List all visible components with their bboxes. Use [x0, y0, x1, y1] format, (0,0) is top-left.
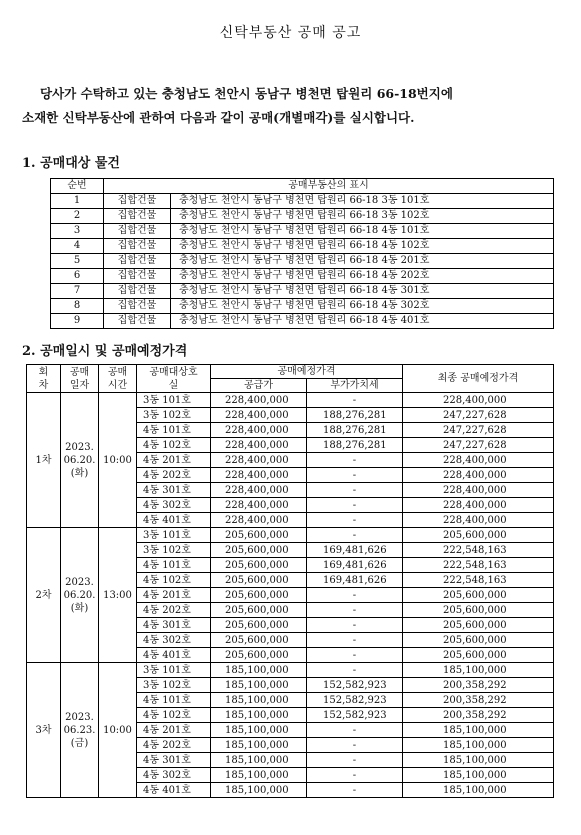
- unit-cell: 4동 101호: [137, 558, 211, 573]
- round-cell: 3차: [27, 663, 61, 798]
- row-address: 충청남도 천안시 동남구 병천면 탑원리 66-18 3동 101호: [171, 194, 554, 209]
- table-row: [51, 239, 554, 254]
- intro-paragraph: [22, 82, 567, 130]
- final-price-cell: 185,100,000: [403, 723, 554, 738]
- intro-line-2: 소재한 신탁부동산에 관하여 다음과 같이 공매(개별매각)를 실시합니다.: [22, 110, 415, 125]
- table-row: [51, 269, 554, 284]
- cell-text-line: (화): [70, 467, 89, 479]
- final-price-cell: 185,100,000: [403, 783, 554, 798]
- unit-cell: 4동 101호: [137, 693, 211, 708]
- auction-schedule-body: [27, 393, 554, 798]
- row-no: 6: [51, 269, 104, 284]
- unit-cell: 4동 401호: [137, 513, 211, 528]
- unit-cell: 4동 302호: [137, 633, 211, 648]
- row-no: 4: [51, 239, 104, 254]
- property-list-body: [51, 194, 554, 329]
- vat-cell: -: [307, 783, 403, 798]
- supply-price-cell: 185,100,000: [211, 783, 307, 798]
- final-price-cell: 200,358,292: [403, 678, 554, 693]
- date-cell: [61, 528, 99, 663]
- cell-text-line: 시간: [107, 379, 128, 391]
- final-price-cell: 205,600,000: [403, 603, 554, 618]
- header-date: [61, 365, 99, 393]
- row-type: 집합건물: [104, 269, 171, 284]
- supply-price-cell: 185,100,000: [211, 723, 307, 738]
- supply-price-cell: 228,400,000: [211, 513, 307, 528]
- supply-price-cell: 228,400,000: [211, 453, 307, 468]
- row-no: 3: [51, 224, 104, 239]
- round-cell: 1차: [27, 393, 61, 528]
- cell-text-line: 공매: [69, 366, 90, 378]
- unit-cell: 4동 301호: [137, 753, 211, 768]
- header-unit: [137, 365, 211, 393]
- vat-cell: 169,481,626: [307, 573, 403, 588]
- final-price-cell: 205,600,000: [403, 633, 554, 648]
- cell-text-line: (금): [70, 737, 89, 749]
- vat-cell: -: [307, 588, 403, 603]
- unit-cell: 3동 101호: [137, 663, 211, 678]
- final-price-cell: 205,600,000: [403, 618, 554, 633]
- supply-price-cell: 228,400,000: [211, 423, 307, 438]
- supply-price-cell: 185,100,000: [211, 753, 307, 768]
- table-row: [51, 299, 554, 314]
- vat-cell: -: [307, 663, 403, 678]
- row-type: 집합건물: [104, 239, 171, 254]
- unit-cell: 4동 201호: [137, 588, 211, 603]
- unit-cell: 4동 401호: [137, 783, 211, 798]
- final-price-cell: 228,400,000: [403, 393, 554, 408]
- unit-cell: 4동 202호: [137, 603, 211, 618]
- final-price-cell: 222,548,163: [403, 543, 554, 558]
- vat-cell: -: [307, 528, 403, 543]
- table-header-row: [51, 179, 554, 194]
- row-address: 충청남도 천안시 동남구 병천면 탑원리 66-18 4동 102호: [171, 239, 554, 254]
- unit-cell: 3동 101호: [137, 528, 211, 543]
- row-no: 7: [51, 284, 104, 299]
- supply-price-cell: 205,600,000: [211, 603, 307, 618]
- table-row: [51, 224, 554, 239]
- vat-cell: -: [307, 723, 403, 738]
- table-header-row: [27, 365, 554, 379]
- final-price-cell: 247,227,628: [403, 438, 554, 453]
- property-list-table: [50, 178, 554, 329]
- final-price-cell: 185,100,000: [403, 663, 554, 678]
- vat-cell: -: [307, 768, 403, 783]
- row-address: 충청남도 천안시 동남구 병천면 탑원리 66-18 4동 202호: [171, 269, 554, 284]
- row-type: 집합건물: [104, 314, 171, 329]
- row-no: 9: [51, 314, 104, 329]
- vat-cell: 188,276,281: [307, 423, 403, 438]
- row-type: 집합건물: [104, 299, 171, 314]
- supply-price-cell: 205,600,000: [211, 633, 307, 648]
- row-address: 충청남도 천안시 동남구 병천면 탑원리 66-18 4동 201호: [171, 254, 554, 269]
- row-address: 충청남도 천안시 동남구 병천면 탑원리 66-18 4동 302호: [171, 299, 554, 314]
- supply-price-cell: 205,600,000: [211, 528, 307, 543]
- cell-text-line: 2023.: [65, 711, 94, 723]
- supply-price-cell: 228,400,000: [211, 408, 307, 423]
- vat-cell: -: [307, 498, 403, 513]
- cell-text-line: 공매대상호: [149, 366, 198, 378]
- row-type: 집합건물: [104, 209, 171, 224]
- final-price-cell: 185,100,000: [403, 738, 554, 753]
- vat-cell: 152,582,923: [307, 678, 403, 693]
- vat-cell: 188,276,281: [307, 408, 403, 423]
- table-row: [51, 209, 554, 224]
- unit-cell: 3동 102호: [137, 543, 211, 558]
- supply-price-cell: 205,600,000: [211, 648, 307, 663]
- table-row: [51, 254, 554, 269]
- vat-cell: -: [307, 633, 403, 648]
- final-price-cell: 228,400,000: [403, 468, 554, 483]
- row-type: 집합건물: [104, 224, 171, 239]
- header-round: [27, 365, 61, 393]
- unit-cell: 4동 102호: [137, 573, 211, 588]
- date-cell: [61, 663, 99, 798]
- row-no: 1: [51, 194, 104, 209]
- final-price-cell: 247,227,628: [403, 423, 554, 438]
- final-price-cell: 185,100,000: [403, 753, 554, 768]
- vat-cell: -: [307, 468, 403, 483]
- final-price-cell: 228,400,000: [403, 498, 554, 513]
- cell-text-line: 회: [38, 366, 49, 378]
- vat-cell: -: [307, 738, 403, 753]
- final-price-cell: 228,400,000: [403, 513, 554, 528]
- final-price-cell: 228,400,000: [403, 483, 554, 498]
- unit-cell: 4동 102호: [137, 438, 211, 453]
- row-address: 충청남도 천안시 동남구 병천면 탑원리 66-18 4동 301호: [171, 284, 554, 299]
- vat-cell: 152,582,923: [307, 708, 403, 723]
- supply-price-cell: 205,600,000: [211, 588, 307, 603]
- supply-price-cell: 205,600,000: [211, 573, 307, 588]
- final-price-cell: 200,358,292: [403, 708, 554, 723]
- intro-line-1: 당사가 수탁하고 있는 충청남도 천안시 동남구 병천면 탑원리 66-18번지에: [40, 86, 453, 101]
- final-price-cell: 247,227,628: [403, 408, 554, 423]
- supply-price-cell: 205,600,000: [211, 543, 307, 558]
- vat-cell: -: [307, 618, 403, 633]
- unit-cell: 4동 302호: [137, 498, 211, 513]
- supply-price-cell: 205,600,000: [211, 618, 307, 633]
- cell-text-line: 06.23.: [63, 724, 96, 736]
- cell-text-line: 차: [38, 379, 49, 391]
- round-cell: 2차: [27, 528, 61, 663]
- unit-cell: 3동 102호: [137, 408, 211, 423]
- vat-cell: -: [307, 483, 403, 498]
- vat-cell: 152,582,923: [307, 693, 403, 708]
- final-price-cell: 205,600,000: [403, 648, 554, 663]
- supply-price-cell: 205,600,000: [211, 558, 307, 573]
- unit-cell: 3동 101호: [137, 393, 211, 408]
- row-type: 집합건물: [104, 194, 171, 209]
- vat-cell: 188,276,281: [307, 438, 403, 453]
- time-cell: 10:00: [99, 663, 137, 798]
- unit-cell: 4동 401호: [137, 648, 211, 663]
- table-row: [51, 284, 554, 299]
- final-price-cell: 228,400,000: [403, 453, 554, 468]
- unit-cell: 4동 201호: [137, 723, 211, 738]
- cell-text-line: 2023.: [65, 576, 94, 588]
- cell-text-line: 공매: [107, 366, 128, 378]
- row-type: 집합건물: [104, 254, 171, 269]
- row-type: 집합건물: [104, 284, 171, 299]
- supply-price-cell: 185,100,000: [211, 768, 307, 783]
- time-cell: 13:00: [99, 528, 137, 663]
- auction-schedule-table: [26, 364, 554, 798]
- final-price-cell: 222,548,163: [403, 558, 554, 573]
- cell-text-line: 일자: [69, 379, 90, 391]
- header-property: 공매부동산의 표시: [104, 179, 554, 194]
- final-price-cell: 205,600,000: [403, 528, 554, 543]
- date-cell: [61, 393, 99, 528]
- row-no: 2: [51, 209, 104, 224]
- supply-price-cell: 228,400,000: [211, 498, 307, 513]
- vat-cell: -: [307, 453, 403, 468]
- vat-cell: -: [307, 393, 403, 408]
- cell-text-line: 06.20.: [63, 454, 96, 466]
- unit-cell: 4동 202호: [137, 468, 211, 483]
- vat-cell: -: [307, 603, 403, 618]
- header-supply: 공급가: [211, 379, 307, 393]
- row-address: 충청남도 천안시 동남구 병천면 탑원리 66-18 3동 102호: [171, 209, 554, 224]
- vat-cell: -: [307, 648, 403, 663]
- cell-text-line: 실: [168, 379, 179, 391]
- supply-price-cell: 228,400,000: [211, 438, 307, 453]
- unit-cell: 4동 302호: [137, 768, 211, 783]
- table-row: [51, 314, 554, 329]
- supply-price-cell: 228,400,000: [211, 393, 307, 408]
- final-price-cell: 222,548,163: [403, 573, 554, 588]
- row-no: 8: [51, 299, 104, 314]
- final-price-cell: 200,358,292: [403, 693, 554, 708]
- supply-price-cell: 185,100,000: [211, 678, 307, 693]
- header-vat: 부가가치세: [307, 379, 403, 393]
- supply-price-cell: 185,100,000: [211, 693, 307, 708]
- header-price-group: 공매예정가격: [211, 365, 403, 379]
- unit-cell: 4동 202호: [137, 738, 211, 753]
- unit-cell: 4동 102호: [137, 708, 211, 723]
- vat-cell: -: [307, 513, 403, 528]
- row-no: 5: [51, 254, 104, 269]
- page-title: 신탁부동산 공매 공고: [219, 25, 362, 41]
- supply-price-cell: 185,100,000: [211, 663, 307, 678]
- header-final: 최종 공매예정가격: [403, 365, 554, 393]
- time-cell: 10:00: [99, 393, 137, 528]
- unit-cell: 4동 301호: [137, 483, 211, 498]
- supply-price-cell: 185,100,000: [211, 708, 307, 723]
- vat-cell: 169,481,626: [307, 543, 403, 558]
- unit-cell: 4동 101호: [137, 423, 211, 438]
- vat-cell: -: [307, 753, 403, 768]
- header-no: 순번: [51, 179, 104, 194]
- supply-price-cell: 228,400,000: [211, 468, 307, 483]
- table-row: [27, 663, 554, 678]
- section-2-heading: 2. 공매일시 및 공매예정가격: [22, 344, 188, 359]
- vat-cell: 169,481,626: [307, 558, 403, 573]
- table-row: [27, 393, 554, 408]
- row-address: 충청남도 천안시 동남구 병천면 탑원리 66-18 4동 401호: [171, 314, 554, 329]
- unit-cell: 4동 301호: [137, 618, 211, 633]
- row-address: 충청남도 천안시 동남구 병천면 탑원리 66-18 4동 101호: [171, 224, 554, 239]
- supply-price-cell: 185,100,000: [211, 738, 307, 753]
- final-price-cell: 185,100,000: [403, 768, 554, 783]
- header-time: [99, 365, 137, 393]
- supply-price-cell: 228,400,000: [211, 483, 307, 498]
- table-row: [27, 528, 554, 543]
- cell-text-line: 2023.: [65, 441, 94, 453]
- unit-cell: 4동 201호: [137, 453, 211, 468]
- section-1-heading: 1. 공매대상 물건: [22, 156, 120, 171]
- final-price-cell: 205,600,000: [403, 588, 554, 603]
- table-row: [51, 194, 554, 209]
- cell-text-line: (화): [70, 602, 89, 614]
- cell-text-line: 06.20.: [63, 589, 96, 601]
- unit-cell: 3동 102호: [137, 678, 211, 693]
